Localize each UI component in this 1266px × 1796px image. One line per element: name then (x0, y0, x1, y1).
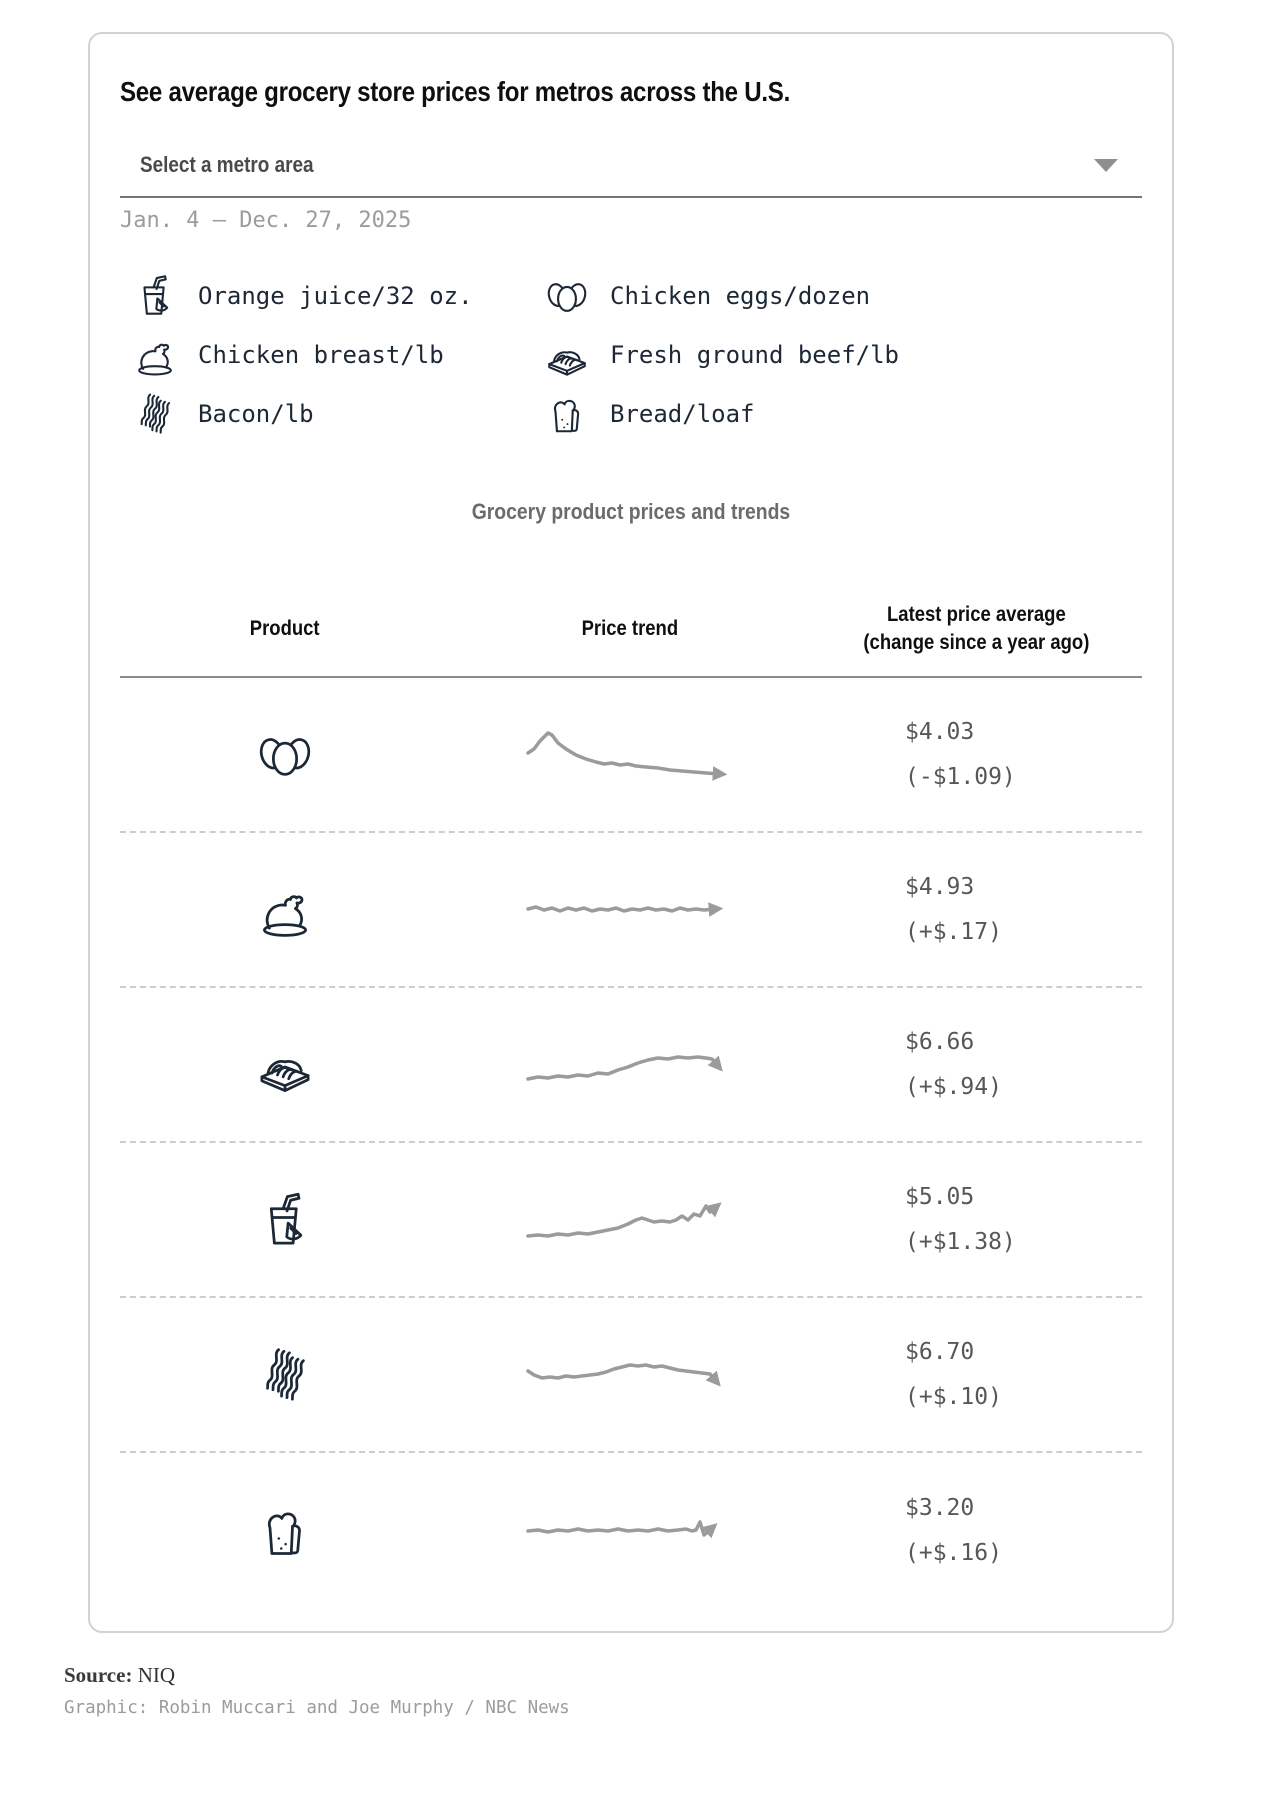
header-price-trend: Price trend (581, 616, 679, 640)
table-row-bread (120, 1453, 1142, 1638)
price-change: (+$1.38) (905, 1228, 1016, 1255)
legend-label: Orange juice/32 oz. (198, 282, 473, 310)
beef-price (810, 1020, 1142, 1110)
bacon-price (810, 1330, 1142, 1420)
legend-item (544, 391, 1142, 437)
latest-price: $5.05 (905, 1183, 975, 1210)
grocery-prices-widget (88, 32, 1174, 1633)
bread-price (810, 1486, 1142, 1576)
bread-icon (255, 1501, 315, 1561)
price-change: (+$.17) (905, 918, 1002, 945)
price-change: (-$1.09) (905, 763, 1016, 790)
latest-price: $6.66 (905, 1028, 975, 1055)
latest-price: $3.20 (905, 1494, 975, 1521)
chicken-price (810, 865, 1142, 955)
table-title: Grocery product prices and trends (471, 499, 791, 524)
source-line (64, 1663, 1266, 1688)
legend-label: Chicken breast/lb (198, 341, 444, 369)
table-row-ground-beef (120, 988, 1142, 1143)
table-row-orange-juice (120, 1143, 1142, 1298)
header-product: Product (250, 616, 320, 640)
metro-select-placeholder: Select a metro area (140, 152, 314, 177)
product-legend (120, 273, 1142, 437)
legend-label: Chicken eggs/dozen (610, 282, 871, 310)
legend-item (544, 332, 1142, 378)
bacon-price-trend-sparkline (524, 1349, 736, 1401)
table-header (120, 601, 1142, 678)
beef-price-trend-sparkline (524, 1039, 736, 1091)
chicken-breast-icon (132, 332, 178, 378)
legend-label: Bread/loaf (610, 400, 755, 428)
source-label: Source: (64, 1663, 133, 1687)
ground-beef-icon (255, 1035, 315, 1095)
source-value: NIQ (137, 1663, 176, 1687)
footer (64, 1663, 1266, 1718)
legend-item (132, 391, 532, 437)
credit-line: Graphic: Robin Muccari and Joe Murphy / NBC News (64, 1698, 570, 1718)
eggs-price (810, 710, 1142, 800)
date-range: Jan. 4 – Dec. 27, 2025 (120, 208, 412, 233)
legend-label: Bacon/lb (198, 400, 314, 428)
price-change: (+$.94) (905, 1073, 1002, 1100)
legend-item (132, 273, 532, 319)
bread-icon (544, 391, 590, 437)
chicken-breast-icon (255, 880, 315, 940)
widget-title: See average grocery store prices for metros across the U.S. (120, 76, 791, 107)
orange-juice-icon (132, 273, 178, 319)
latest-price: $4.93 (905, 873, 975, 900)
eggs-icon (544, 273, 590, 319)
chicken-price-trend-sparkline (524, 884, 736, 936)
latest-price: $4.03 (905, 718, 975, 745)
header-latest-price: Latest price average (change since a year ago) (863, 603, 1089, 654)
juice-price (810, 1175, 1142, 1265)
bacon-icon (132, 391, 178, 437)
legend-item (544, 273, 1142, 319)
bacon-icon (255, 1345, 315, 1405)
metro-select[interactable] (120, 152, 1142, 198)
bread-price-trend-sparkline (524, 1505, 736, 1557)
latest-price: $6.70 (905, 1338, 975, 1365)
chevron-down-icon[interactable] (1094, 159, 1118, 172)
ground-beef-icon (544, 332, 590, 378)
eggs-price-trend-sparkline (524, 729, 736, 781)
juice-price-trend-sparkline (524, 1194, 736, 1246)
price-change: (+$.10) (905, 1383, 1002, 1410)
legend-item (132, 332, 532, 378)
orange-juice-icon (255, 1190, 315, 1250)
eggs-icon (255, 725, 315, 785)
table-row-eggs (120, 678, 1142, 833)
price-change: (+$.16) (905, 1539, 1002, 1566)
table-row-chicken-breast (120, 833, 1142, 988)
table-row-bacon (120, 1298, 1142, 1453)
legend-label: Fresh ground beef/lb (610, 341, 899, 369)
